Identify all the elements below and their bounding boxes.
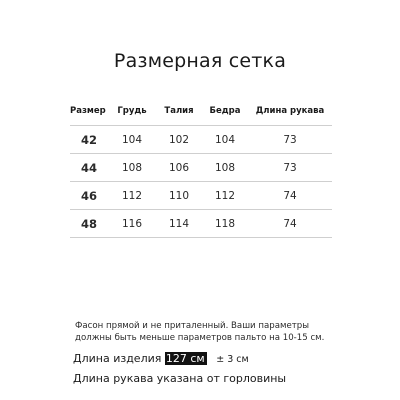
cell-size: 46 <box>80 188 97 203</box>
fit-note-line: должны быть меньше параметров пальто на 10-15 см. <box>75 333 325 343</box>
cell-hips: 112 <box>214 189 236 202</box>
header-waist: Талия <box>164 106 194 116</box>
cell-chest: 108 <box>121 161 143 174</box>
cell-chest: 112 <box>121 189 143 202</box>
header-size: Размер <box>70 106 106 116</box>
size-table <box>70 97 332 238</box>
header-chest: Грудь <box>117 106 147 116</box>
cell-hips: 104 <box>214 133 236 146</box>
page-title: Размерная сетка <box>113 50 287 72</box>
table-bottom-divider <box>70 237 332 238</box>
cell-size: 42 <box>80 132 97 147</box>
cell-sleeve-length: 74 <box>283 217 297 230</box>
table-header-row <box>70 97 332 125</box>
cell-waist: 106 <box>168 161 190 174</box>
sleeve-length-note: Длина рукава указана от горловины <box>73 372 287 385</box>
cell-hips: 118 <box>214 217 236 230</box>
header-hips: Бедра <box>209 106 241 116</box>
table-row <box>70 153 332 181</box>
product-length <box>73 352 249 365</box>
cell-sleeve-length: 74 <box>283 189 297 202</box>
cell-waist: 102 <box>168 133 190 146</box>
header-sleeve-length: Длина рукава <box>255 106 325 116</box>
cell-size: 48 <box>80 216 97 231</box>
product-length-label: Длина изделия <box>73 352 162 365</box>
cell-waist: 110 <box>168 189 190 202</box>
fit-note-line: Фасон прямой и не приталенный. Ваши параметры <box>75 321 309 331</box>
cell-chest: 104 <box>121 133 143 146</box>
cell-sleeve-length: 73 <box>283 133 297 146</box>
product-length-tolerance: ± 3 см <box>216 354 249 365</box>
cell-waist: 114 <box>168 217 190 230</box>
fit-note <box>75 320 355 344</box>
product-length-value: 127 см <box>165 352 205 365</box>
cell-hips: 108 <box>214 161 236 174</box>
cell-chest: 116 <box>121 217 143 230</box>
table-row <box>70 125 332 153</box>
cell-sleeve-length: 73 <box>283 161 297 174</box>
table-row <box>70 209 332 237</box>
cell-size: 44 <box>80 160 97 175</box>
table-row <box>70 181 332 209</box>
